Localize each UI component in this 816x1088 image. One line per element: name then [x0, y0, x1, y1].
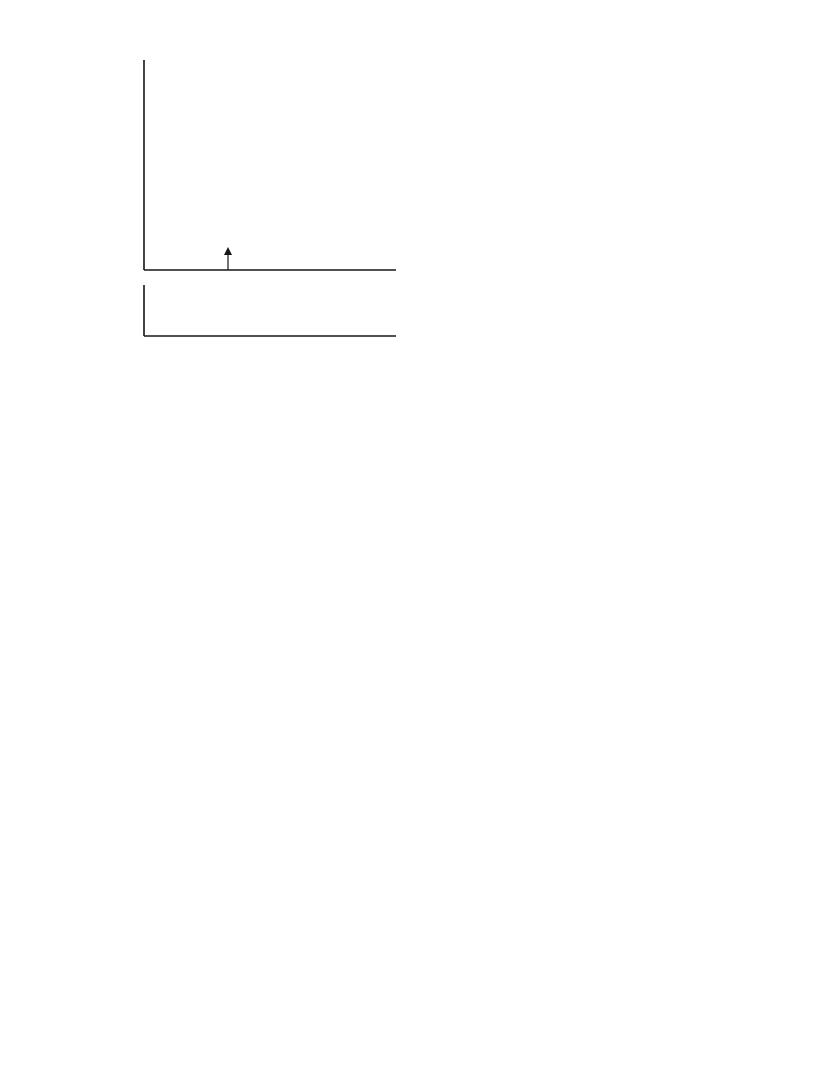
- hormone-removed-arrowhead: [224, 247, 232, 255]
- figure-5-chart: [46, 48, 420, 372]
- body-text-left: [46, 695, 412, 712]
- page-header: [48, 14, 768, 34]
- figure-5: [46, 48, 420, 372]
